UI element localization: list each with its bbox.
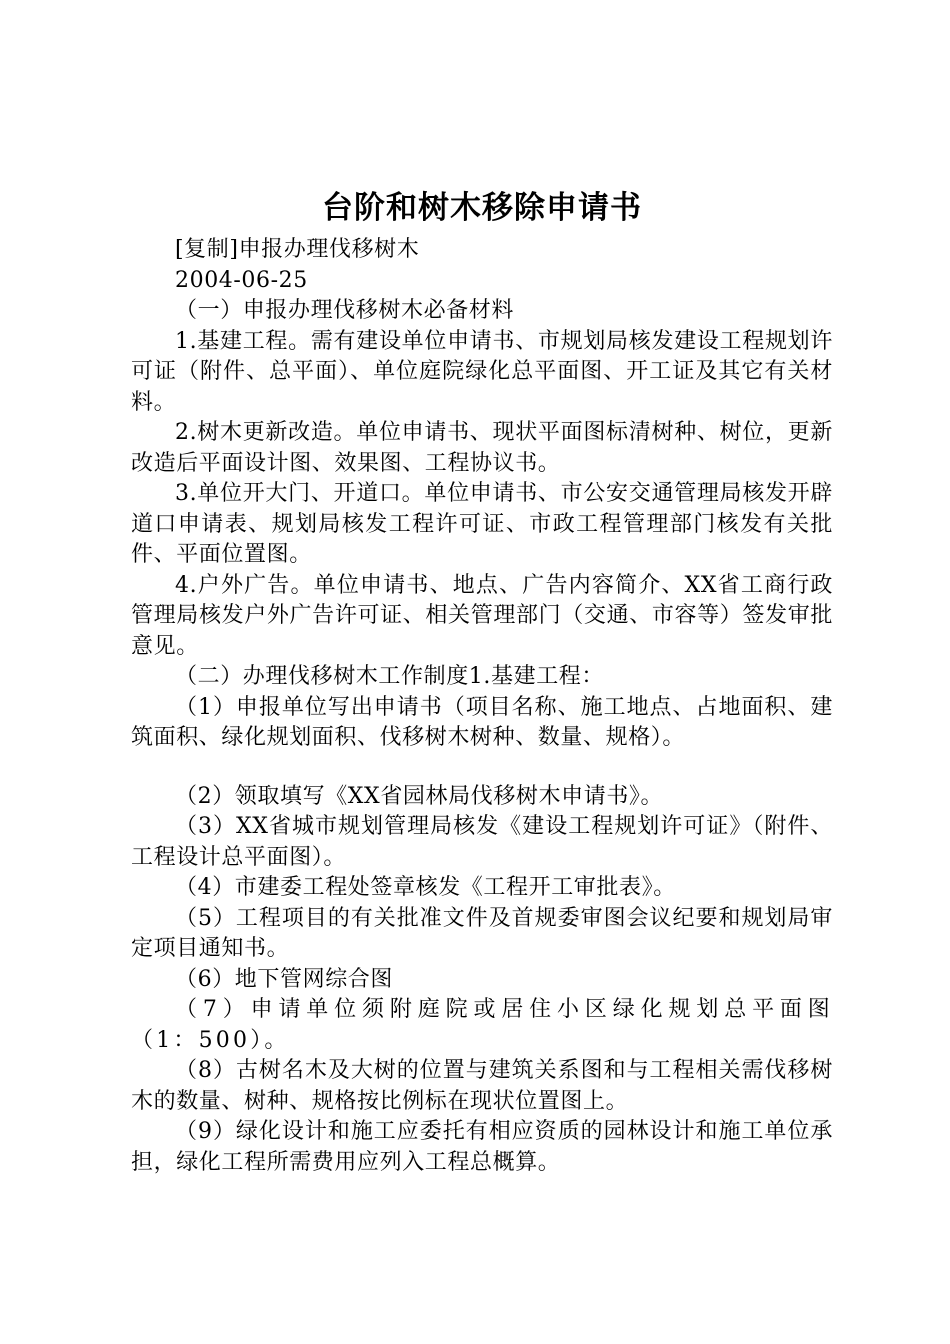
- paragraph-date: 2004-06-25: [175, 267, 308, 293]
- document-page: [131, 185, 833, 1178]
- paragraph-step-1: （1）申报单位写出申请书（项目名称、施工地点、占地面积、建筑面积、绿化规划面积、伐移树木树种、数量、规格）。: [131, 694, 833, 750]
- paragraph-step-7: （7）申请单位须附庭院或居住小区绿化规划总平面图（1：500）。: [131, 997, 833, 1053]
- section-heading-1: （一）申报办理伐移树木必备材料: [175, 298, 515, 323]
- paragraph-step-5: （5）工程项目的有关批准文件及首规委审图会议纪要和规划局审定项目通知书。: [131, 905, 833, 961]
- paragraph-step-2: （2）领取填写《XX省园林局伐移树木申请书》。: [175, 783, 664, 809]
- document-title: 台阶和树木移除申请书: [322, 190, 642, 226]
- paragraph-step-4: （4）市建委工程处签章核发《工程开工审批表》。: [175, 875, 676, 900]
- paragraph-source: [复制]申报办理伐移树木: [175, 237, 420, 262]
- paragraph-item-1: 1.基建工程。需有建设单位申请书、市规划局核发建设工程规划许可证（附件、总平面）、单位庭院绿化总平面图、开工证及其它有关材料。: [131, 328, 833, 415]
- paragraph-step-9: （9）绿化设计和施工应委托有相应资质的园林设计和施工单位承担，绿化工程所需费用应列入工程总概算。: [131, 1119, 833, 1175]
- paragraph-item-4: 4.户外广告。单位申请书、地点、广告内容简介、XX省工商行政管理局核发户外广告许可证、相关管理部门（交通、市容等）签发审批意见。: [131, 572, 833, 659]
- section-heading-2: （二）办理伐移树木工作制度1.基建工程：: [175, 664, 604, 689]
- paragraph-item-2: 2.树木更新改造。单位申请书、现状平面图标清树种、树位，更新改造后平面设计图、效果图、工程协议书。: [131, 420, 833, 476]
- paragraph-step-8: （8）古树名木及大树的位置与建筑关系图和与工程相关需伐移树木的数量、树种、规格按比例标在现状位置图上。: [131, 1058, 833, 1114]
- paragraph-step-3: （3）XX省城市规划管理局核发《建设工程规划许可证》（附件、工程设计总平面图）。: [131, 814, 833, 870]
- paragraph-item-3: 3.单位开大门、开道口。单位申请书、市公安交通管理局核发开辟道口申请表、规划局核发工程许可证、市政工程管理部门核发有关批件、平面位置图。: [131, 481, 833, 567]
- paragraph-step-6: （6）地下管网综合图: [175, 966, 393, 992]
